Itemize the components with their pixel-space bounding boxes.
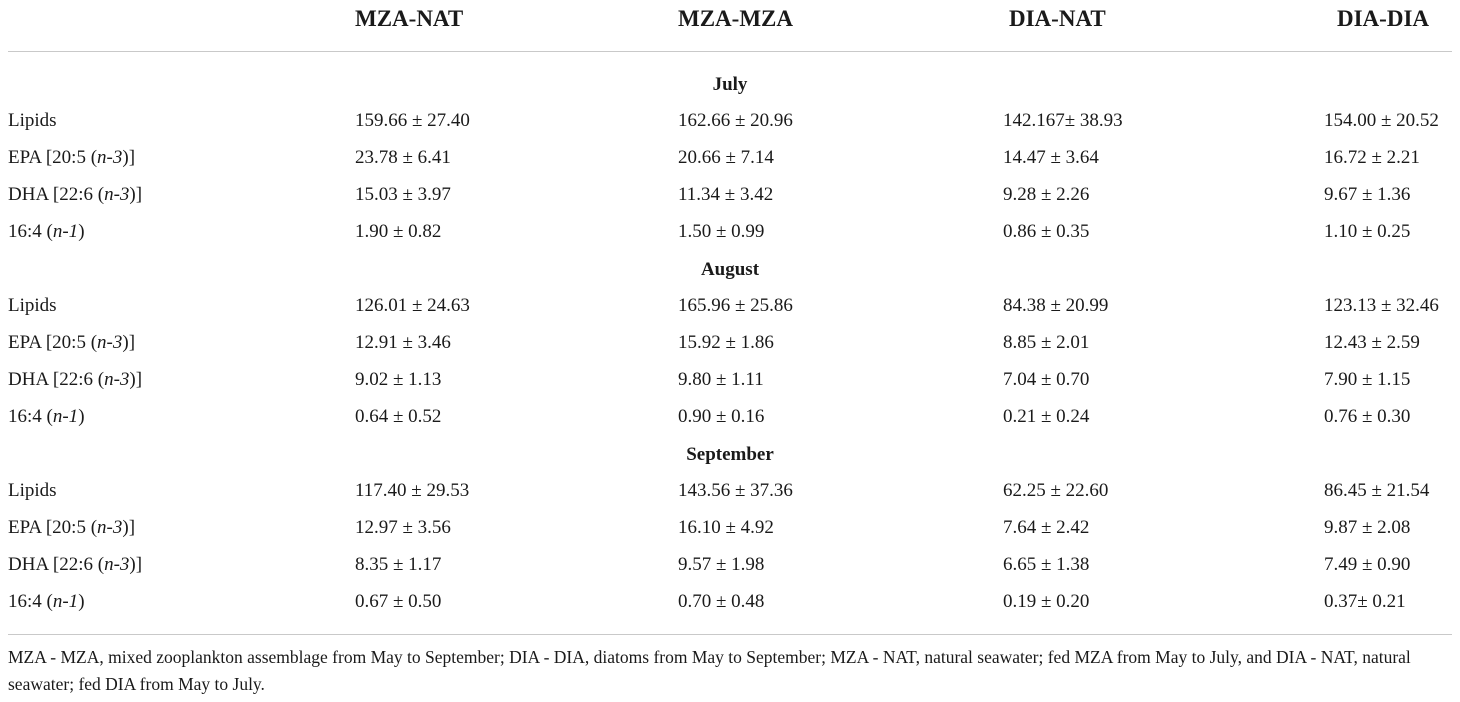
- table-cell: 7.49 ± 0.90: [1324, 554, 1411, 575]
- table-footnote: MZA - MZA, mixed zooplankton assemblage from May to September; DIA - DIA, diatoms from May to September; MZA - NAT, natural seawater; fed MZA from May to July, and DIA - NAT, natural seawater; fed DIA from May to July.: [8, 647, 1411, 694]
- table-cell: 15.92 ± 1.86: [678, 332, 774, 353]
- table-cell: 165.96 ± 25.86: [678, 295, 793, 316]
- table-cell: 1.10 ± 0.25: [1324, 221, 1411, 242]
- table-row: [8, 513, 1452, 543]
- table-cell: 23.78 ± 6.41: [355, 147, 451, 168]
- table-cell: 9.02 ± 1.13: [355, 369, 442, 390]
- table-row: [8, 180, 1452, 210]
- table-row: [8, 217, 1452, 247]
- column-header-mza-mza: MZA-MZA: [678, 6, 793, 31]
- table-row: [8, 550, 1452, 580]
- table-cell: 126.01 ± 24.63: [355, 295, 470, 316]
- table-cell: 0.21 ± 0.24: [1003, 406, 1090, 427]
- row-label: Lipids: [8, 480, 57, 501]
- table-cell: 15.03 ± 3.97: [355, 184, 451, 205]
- row-label: DHA [22:6 (n-3)]: [8, 184, 143, 205]
- table-cell: 9.28 ± 2.26: [1003, 184, 1090, 205]
- table-row: [8, 143, 1452, 173]
- table-cell: 123.13 ± 32.46: [1324, 295, 1439, 316]
- table-row: [8, 106, 1452, 136]
- table-cell: 0.64 ± 0.52: [355, 406, 442, 427]
- row-label: 16:4 (n-1): [8, 591, 85, 612]
- table-cell: 9.87 ± 2.08: [1324, 517, 1411, 538]
- table-cell: 12.91 ± 3.46: [355, 332, 451, 353]
- table-page: [8, 0, 1452, 702]
- table-cell: 159.66 ± 27.40: [355, 110, 470, 131]
- table-cell: 117.40 ± 29.53: [355, 480, 470, 501]
- row-label: EPA [20:5 (n-3)]: [8, 517, 136, 538]
- table-cell: 154.00 ± 20.52: [1324, 110, 1439, 131]
- row-label: EPA [20:5 (n-3)]: [8, 147, 136, 168]
- table-cell: 6.65 ± 1.38: [1003, 554, 1090, 575]
- table-row: [8, 328, 1452, 358]
- table-cell: 7.04 ± 0.70: [1003, 369, 1090, 390]
- row-label: 16:4 (n-1): [8, 221, 85, 242]
- table-cell: 20.66 ± 7.14: [678, 147, 774, 168]
- table-cell: 0.37± 0.21: [1324, 591, 1406, 612]
- section-title-july: July: [712, 74, 748, 95]
- table-row: [8, 402, 1452, 432]
- table-row: [8, 365, 1452, 395]
- table-cell: 142.167± 38.93: [1003, 110, 1123, 131]
- row-label: EPA [20:5 (n-3)]: [8, 332, 136, 353]
- row-label: Lipids: [8, 110, 57, 131]
- table-cell: 12.97 ± 3.56: [355, 517, 451, 538]
- table-cell: 7.90 ± 1.15: [1324, 369, 1411, 390]
- table-cell: 0.67 ± 0.50: [355, 591, 442, 612]
- table-cell: 1.90 ± 0.82: [355, 221, 442, 242]
- table-cell: 9.80 ± 1.11: [678, 369, 764, 390]
- table-cell: 162.66 ± 20.96: [678, 110, 793, 131]
- row-label: DHA [22:6 (n-3)]: [8, 554, 143, 575]
- table-cell: 0.19 ± 0.20: [1003, 591, 1090, 612]
- column-header-dia-nat: DIA-NAT: [1009, 6, 1106, 31]
- header-divider: [8, 51, 1452, 52]
- table-cell: 8.85 ± 2.01: [1003, 332, 1090, 353]
- table-cell: 9.67 ± 1.36: [1324, 184, 1411, 205]
- table-header-row: [8, 0, 1452, 52]
- table-cell: 0.86 ± 0.35: [1003, 221, 1090, 242]
- column-header-mza-nat: MZA-NAT: [355, 6, 464, 31]
- table-cell: 14.47 ± 3.64: [1003, 147, 1099, 168]
- row-label: DHA [22:6 (n-3)]: [8, 369, 143, 390]
- row-label: 16:4 (n-1): [8, 406, 85, 427]
- table-cell: 62.25 ± 22.60: [1003, 480, 1109, 501]
- table-cell: 9.57 ± 1.98: [678, 554, 765, 575]
- table-cell: 12.43 ± 2.59: [1324, 332, 1420, 353]
- table-cell: 0.76 ± 0.30: [1324, 406, 1411, 427]
- column-header-dia-dia: DIA-DIA: [1337, 6, 1429, 31]
- table-cell: 1.50 ± 0.99: [678, 221, 765, 242]
- table-cell: 11.34 ± 3.42: [678, 184, 774, 205]
- table-cell: 86.45 ± 21.54: [1324, 480, 1430, 501]
- row-label: Lipids: [8, 295, 57, 316]
- table-cell: 7.64 ± 2.42: [1003, 517, 1090, 538]
- table-cell: 8.35 ± 1.17: [355, 554, 442, 575]
- table-cell: 84.38 ± 20.99: [1003, 295, 1109, 316]
- table-cell: 0.70 ± 0.48: [678, 591, 765, 612]
- section-title-august: August: [700, 259, 760, 280]
- table-cell: 16.72 ± 2.21: [1324, 147, 1420, 168]
- table-row: [8, 587, 1452, 617]
- table-row: [8, 291, 1452, 321]
- table-cell: 0.90 ± 0.16: [678, 406, 765, 427]
- table-cell: 143.56 ± 37.36: [678, 480, 793, 501]
- table-cell: 16.10 ± 4.92: [678, 517, 774, 538]
- section-title-september: September: [686, 444, 774, 465]
- table-row: [8, 476, 1452, 506]
- footer-divider: [8, 634, 1452, 635]
